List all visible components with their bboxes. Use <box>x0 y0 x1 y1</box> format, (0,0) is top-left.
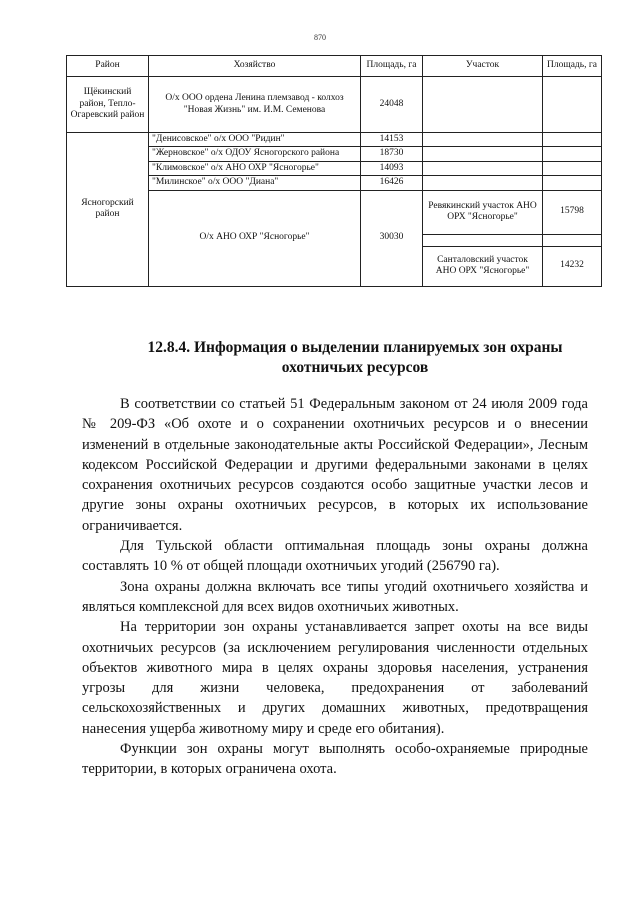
farm-cell: "Милинское" о/х ООО "Диана" <box>149 176 361 190</box>
plot-cell <box>423 234 543 246</box>
farm-cell: "Жерновское" о/х ОДОУ Ясногорского района <box>149 147 361 161</box>
plot-cell <box>423 176 543 190</box>
plot-cell <box>423 133 543 147</box>
plot-area-cell <box>543 176 602 190</box>
plot-cell <box>423 161 543 175</box>
hunting-grounds-table <box>66 55 602 287</box>
section-heading: 12.8.4. Информация о выделении планируемых зон охраны охотничьих ресурсов <box>147 339 563 376</box>
farm-cell: О/х АНО ОХР "Ясногорье" <box>149 190 361 286</box>
table-row <box>67 77 602 133</box>
district-cell: Ясногорский район <box>67 133 149 287</box>
area-cell: 14153 <box>361 133 423 147</box>
plot-cell: Санталовский участок АНО ОРХ "Ясногорье" <box>423 246 543 286</box>
header-plot-area: Площадь, га <box>543 56 602 77</box>
table-row <box>67 133 602 147</box>
plot-area-cell <box>543 161 602 175</box>
plot-cell <box>423 77 543 133</box>
farm-cell: О/х ООО ордена Ленина племзавод - колхоз "Новая Жизнь" им. И.М. Семенова <box>149 77 361 133</box>
farm-cell: "Климовское" о/х АНО ОХР "Ясногорье" <box>149 161 361 175</box>
area-cell: 16426 <box>361 176 423 190</box>
district-cell: Щёкинский район, Тепло-Огаревский район <box>67 77 149 133</box>
paragraph: Зона охраны должна включать все типы угодий охотничьего хозяйства и являться комплексной для всех видов охотничьих животных. <box>82 578 588 615</box>
farm-cell: "Денисовское" о/х ООО "Ридин" <box>149 133 361 147</box>
plot-area-cell: 14232 <box>543 246 602 286</box>
paragraph: Для Тульской области оптимальная площадь зоны охраны должна составлять 10 % от общей площади охотничьих угодий (256790 га). <box>82 538 588 575</box>
plot-cell: Ревякинский участок АНО ОРХ "Ясногорье" <box>423 190 543 234</box>
page-number: 870 <box>314 33 326 42</box>
area-cell: 18730 <box>361 147 423 161</box>
plot-area-cell <box>543 133 602 147</box>
area-cell: 30030 <box>361 190 423 286</box>
plot-area-cell <box>543 234 602 246</box>
area-cell: 24048 <box>361 77 423 133</box>
plot-area-cell <box>543 77 602 133</box>
plot-area-cell <box>543 147 602 161</box>
header-district: Район <box>67 56 149 77</box>
header-farm: Хозяйство <box>149 56 361 77</box>
paragraph: В соответствии со статьей 51 Федеральным законом от 24 июля 2009 года № 209-ФЗ «Об охоте и о сохранении охотничьих ресурсов и о внесении изменений в отдельные законодательные акты Российской Федерации», Лесным кодексом Российской Федерации и другими федеральными законами в целях сохранения охотничьих ресурсов создаются особо защитные участки лесов и другие зоны охраны охотничьих ресурсов, в которых их использование ограничивается. <box>82 396 588 534</box>
paragraph: На территории зон охраны устанавливается запрет охоты на все виды охотничьих ресурсов (за исключением регулирования численности отдельных объектов животного мира в целях охраны здоровья населения, устранения угрозы для жизни человека, предохранения от заболеваний сельскохозяйственных и других домашних животных, предотвращения нанесения ущерба животному миру и среде его обитания). <box>82 619 588 737</box>
area-cell: 14093 <box>361 161 423 175</box>
table-header-row <box>67 56 602 77</box>
plot-area-cell: 15798 <box>543 190 602 234</box>
paragraph: Функции зон охраны могут выполнять особо-охраняемые природные территории, в которых ограничена охота. <box>82 741 588 778</box>
header-plot: Участок <box>423 56 543 77</box>
plot-cell <box>423 147 543 161</box>
section-body <box>82 394 588 780</box>
header-area: Площадь, га <box>361 56 423 77</box>
